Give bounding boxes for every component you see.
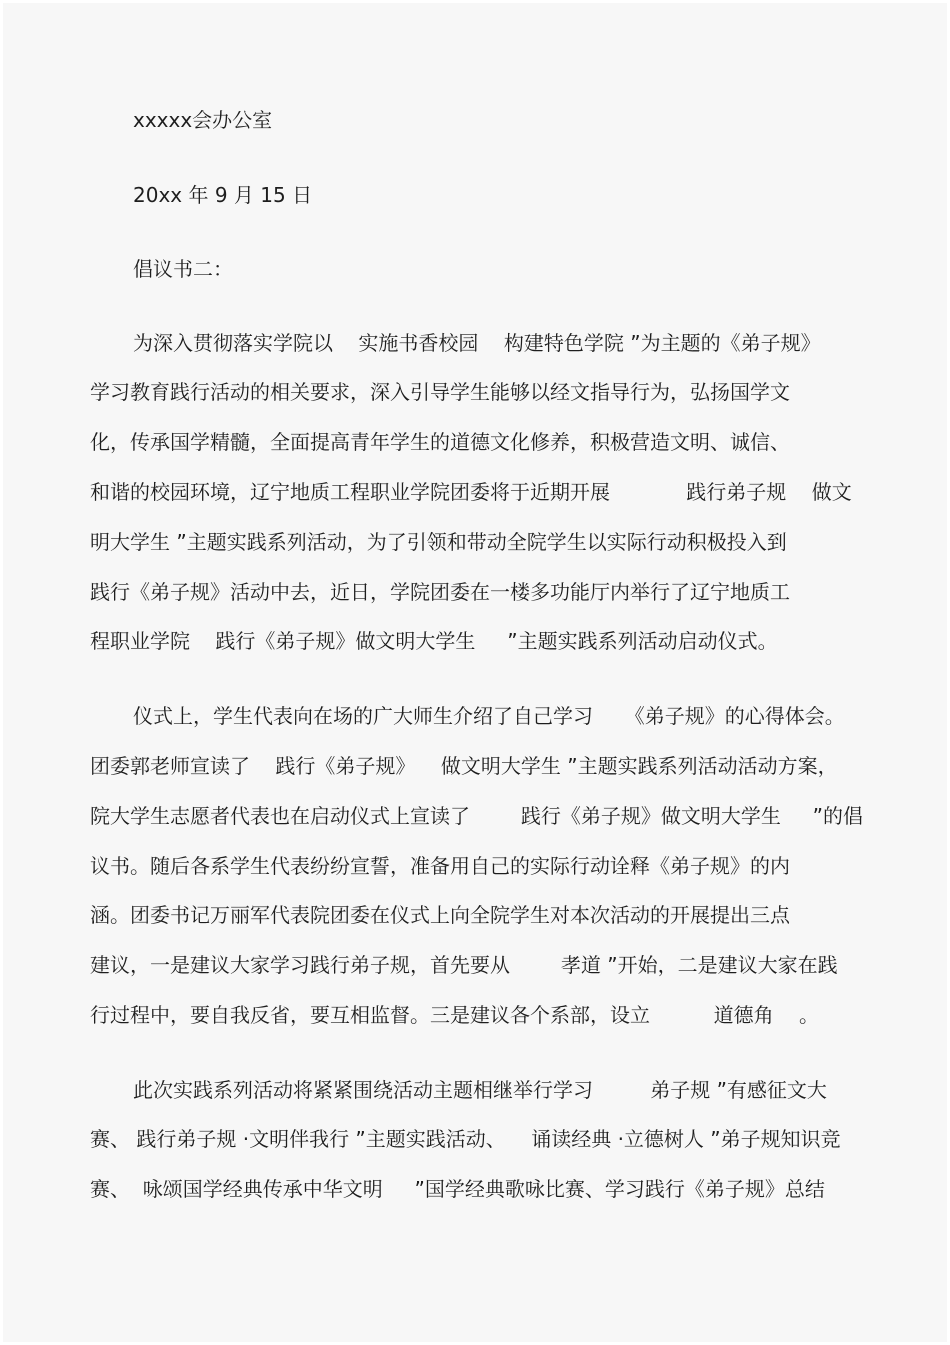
paragraph-line: 学习教育践行活动的相关要求，深入引导学生能够以经文指导行为，弘扬国学文 xyxy=(90,380,790,404)
paragraph-line: 化，传承国学精髓，全面提高青年学生的道德文化修养，积极营造文明、诚信、 xyxy=(90,430,790,454)
paragraph-line: 赛、 践行弟子规 ·文明伴我行 ”主题实践活动、 诵读经典 ·立德树人 ”弟子规知识竞 xyxy=(90,1127,841,1151)
paragraph-line: 赛、 咏颂国学经典传承中华文明 ”国学经典歌咏比赛、学习践行《弟子规》总结 xyxy=(90,1177,825,1201)
section-heading: 倡议书二： xyxy=(133,257,233,281)
paragraph-line: 和谐的校园环境，辽宁地质工程职业学院团委将于近期开展 践行弟子规 做文 xyxy=(90,480,852,504)
paragraph-line: 明大学生 ”主题实践系列活动，为了引领和带动全院学生以实际行动积极投入到 xyxy=(90,530,787,554)
paragraph-line: 程职业学院 践行《弟子规》做文明大学生 ”主题实践系列活动启动仪式。 xyxy=(90,629,778,653)
paragraph-line: 建议，一是建议大家学习践行弟子规，首先要从 孝道 ”开始，二是建议大家在践 xyxy=(90,953,838,977)
paragraph-line: 涵。团委书记万丽军代表院团委在仪式上向全院学生对本次活动的开展提出三点 xyxy=(90,903,790,927)
date-line: 20xx 年 9 月 15 日 xyxy=(133,183,313,207)
paragraph-line: 践行《弟子规》活动中去，近日，学院团委在一楼多功能厅内举行了辽宁地质工 xyxy=(90,580,790,604)
paragraph-line: 议书。随后各系学生代表纷纷宣誓，准备用自己的实际行动诠释《弟子规》的内 xyxy=(90,854,790,878)
paragraph-line: 行过程中，要自我反省，要互相监督。三是建议各个系部，设立 道德角 。 xyxy=(90,1003,820,1027)
paragraph-line: 此次实践系列活动将紧紧围绕活动主题相继举行学习 弟子规 ”有感征文大 xyxy=(133,1078,827,1102)
paragraph-line: 院大学生志愿者代表也在启动仪式上宣读了 践行《弟子规》做文明大学生 ”的倡 xyxy=(90,804,864,828)
paragraph-line: 仪式上，学生代表向在场的广大师生介绍了自己学习 《弟子规》的心得体会。 xyxy=(133,704,845,728)
document-page xyxy=(3,3,947,1342)
paragraph-line: 为深入贯彻落实学院以 实施书香校园 构建特色学院 ”为主题的《弟子规》 xyxy=(133,331,821,355)
paragraph-line: 团委郭老师宣读了 践行《弟子规》 做文明大学生 ”主题实践系列活动活动方案， xyxy=(90,754,838,778)
org-name: xxxxx会办公室 xyxy=(133,108,273,132)
